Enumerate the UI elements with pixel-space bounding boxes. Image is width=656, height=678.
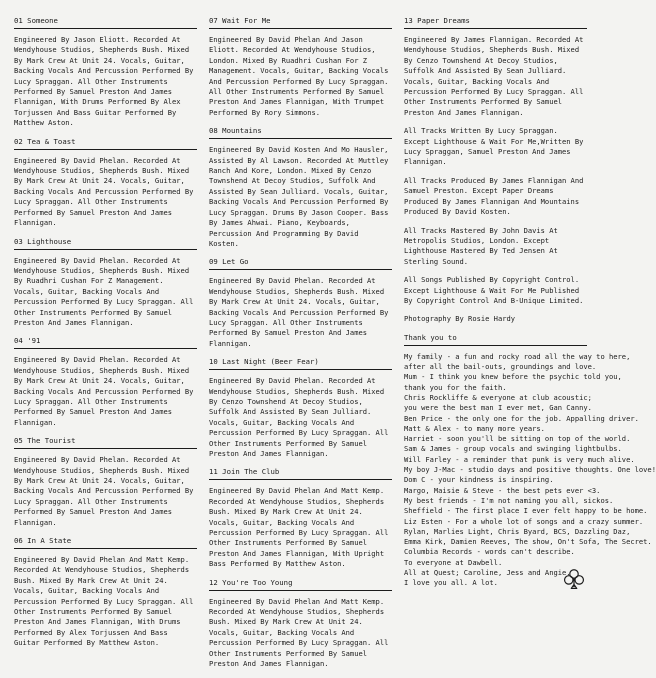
club-suit-icon: [563, 568, 585, 590]
track-credit-text: Engineered By David Phelan. Recorded At Wendyhouse Studios, Shepherds Bush. Mixed By Mark Crew At Unit 24. Vocals, Guitar, Backing Vocals And Percussion Performed By Lucy Spraggan. All Other Instruments Performed By Samuel Preston And James Flannigan.: [14, 355, 194, 427]
track-credit: [209, 257, 392, 349]
thanks-line: Harriet - soon you'll be sitting on top of the world.: [404, 434, 631, 444]
track-credit: [404, 16, 587, 118]
track-credit-text: Engineered By David Phelan And Matt Kemp. Recorded At Wendyhouse Studios, Shepherds Bush. Mixed By Mark Crew At Unit 24. Vocals, Guitar, Backing Vocals And Percussion Performed By Lucy Spraggan. All Other Instruments Performed By Samuel Preston And James Flannigan, With Drums Performed By Alex Torjussen And Bass Guitar Performed By Matthew Aston.: [14, 555, 194, 648]
track-credit: [14, 16, 197, 129]
thanks-line: Dom C - your kindness is inspiring.: [404, 475, 554, 485]
track-credit-text: Engineered By David Phelan. Recorded At Wendyhouse Studios, Shepherds Bush. Mixed By Cenzo Townshend At Decoy Studios, Suffolk And Assisted By Sean Julliard. Vocals, Guitar, Backing Vocals And Percussion Performed By Lucy Spraggan. All Other Instruments Performed By Samuel Preston And James Flannigan.: [209, 376, 389, 458]
thanks-line: My best friends - I'm not naming you all, sickos.: [404, 495, 614, 505]
track-title: 12 You're Too Young: [209, 578, 392, 591]
track-credit: [209, 357, 392, 459]
track-title: 06 In A State: [14, 536, 197, 549]
credits-column-2: [209, 16, 392, 678]
track-credit-text: Engineered By David Phelan And Jason Eliott. Recorded At Wendyhouse Studios, London. Mixed By Ruadhri Cushan For Z Management. Vocals, Guitar, Backing Vocals And Percussion Performed By Lucy Spraggan. All Other Instruments Performed By Samuel Preston And James Flannigan, With Trumpet Performed By Rory Simmons.: [209, 35, 389, 117]
track-credit: [14, 137, 197, 229]
thanks-line: you were the best man I ever met, Gan Canny.: [404, 403, 592, 413]
thanks-line: All at Quest; Caroline, Jess and Angie.: [404, 567, 571, 577]
track-credit-text: Engineered By David Phelan. Recorded At Wendyhouse Studios, Shepherds Bush. Mixed By Mark Crew At Unit 24. Vocals, Guitar, Backing Vocals And Percussion Performed By Lucy Spraggan. All Other Instruments Performed By Samuel Preston And James Flannigan.: [14, 155, 194, 228]
photography-credit: Photography By Rosie Hardy: [404, 314, 516, 324]
thanks-list: [404, 351, 656, 589]
track-credit-text: Engineered By David Kosten And Mo Hausler, Assisted By Al Lawson. Recorded At Muttley Ranch And Kore, London. Mixed By Cenzo Townshend At Decoy Studios, Suffolk And Assisted By Sean Julliard. Vocals, Guitar, Backing Vocals And Percussion Performed By Lucy Spraggan. Drums By Jason Cooper. Bass By James Ahwai. Piano, Keyboards, Percussion And Programming By David Kosten.: [209, 145, 389, 248]
track-credit-text: Engineered By Jason Eliott. Recorded At Wendyhouse Studios, Shepherds Bush. Mixed By Mark Crew At Unit 24. Vocals, Guitar, Backing Vocals And Percussion Performed By Lucy Spraggan. All Other Instruments Performed By Samuel Preston And James Flannigan, With Drums Performed By Alex Torjussen And Bass Guitar Performed By Matthew Aston.: [14, 35, 194, 128]
thanks-line: Matt & Alex - to many more years.: [404, 423, 545, 433]
thanks-line: Rylan, Marlies Light, Chris Byard, BCS, Dazzling Daz,: [404, 526, 631, 536]
track-title: 09 Let Go: [209, 257, 392, 270]
thanks-line: Columbia Records - words can't describe.: [404, 547, 575, 557]
publishing-credits: All Songs Published By Copyright Control. Except Lighthouse & Wait For Me Published By Copyright Control And B-Unique Limited.: [404, 275, 584, 305]
track-title: 04 '91: [14, 336, 197, 349]
thanks-line: Sheffield - The first place I ever felt happy to be home.: [404, 506, 648, 516]
track-credit-text: Engineered By David Phelan. Recorded At Wendyhouse Studios, Shepherds Bush. Mixed By Ruadhri Cushan For Z Management. Vocals, Guitar, Backing Vocals And Percussion Performed By Lucy Spraggan. All Other Instruments Performed By Samuel Preston And James Flannigan.: [14, 255, 194, 327]
track-credit-text: Engineered By David Phelan. Recorded At Wendyhouse Studios, Shepherds Bush. Mixed By Mark Crew At Unit 24. Vocals, Guitar, Backing Vocals And Percussion Performed By Lucy Spraggan. All Other Instruments Performed By Samuel Preston And James Flannigan.: [209, 276, 389, 348]
thanks-line: My family - a fun and rocky road all the way to here,: [404, 351, 631, 361]
thanks-line: Margo, Maisie & Steve - the best pets ever <3.: [404, 485, 601, 495]
track-title: 08 Mountains: [209, 126, 392, 139]
track-credit: [209, 16, 392, 118]
thanks-line: Liz Esten - For a whole lot of songs and a crazy summer.: [404, 516, 644, 526]
track-title: 01 Someone: [14, 16, 197, 29]
track-credit: [209, 578, 392, 670]
thanks-heading: Thank you to: [404, 333, 587, 346]
thanks-line: Chris Rockliffe & everyone at club acoustic;: [404, 392, 592, 402]
track-credit: [14, 237, 197, 329]
thanks-line: My boy J-Mac - studio days and positive thoughts. One love!: [404, 465, 656, 475]
track-title: 13 Paper Dreams: [404, 16, 587, 29]
track-title: 11 Join The Club: [209, 467, 392, 480]
thanks-line: after all the bail-outs, groundings and love.: [404, 362, 597, 372]
credits-column-3: [404, 16, 656, 589]
thanks-line: Mum - I think you knew before the psychic told you,: [404, 372, 622, 382]
track-title: 05 The Tourist: [14, 436, 197, 449]
thanks-line: Emma Kirk, Damien Reeves, The show, On't Sofa, The Secret.: [404, 537, 652, 547]
thanks-line: I love you all. A lot.: [404, 578, 498, 588]
track-title: 07 Wait For Me: [209, 16, 392, 29]
writing-credits: All Tracks Written By Lucy Spraggan. Except Lighthouse & Wait For Me,Written By Lucy Spraggan, Samuel Preston And James Flannigan.: [404, 126, 584, 167]
credits-column-1: [14, 16, 197, 657]
track-credit: [209, 467, 392, 569]
track-credit-text: Engineered By David Phelan And Matt Kemp. Recorded At Wendyhouse Studios, Shepherds Bush. Mixed By Mark Crew At Unit 24. Vocals, Guitar, Backing Vocals And Percussion Performed By Lucy Spraggan. All Other Instruments Performed By Samuel Preston And James Flannigan.: [209, 596, 389, 669]
thanks-line: thank you for the faith.: [404, 382, 507, 392]
track-credit-text: Engineered By David Phelan And Matt Kemp. Recorded At Wendyhouse Studios, Shepherds Bush. Mixed By Mark Crew At Unit 24. Vocals, Guitar, Backing Vocals And Percussion Performed By Lucy Spraggan. All Other Instruments Performed By Samuel Preston And James Flannigan, With Upright Bass Performed By Matthew Aston.: [209, 486, 389, 569]
track-credit-text: Engineered By James Flannigan. Recorded At Wendyhouse Studios, Shepherds Bush. Mixed By Cenzo Townshend At Decoy Studios, Suffolk And Assisted By Sean Julliard. Vocals, Guitar, Backing Vocals And Percussion Performed By Lucy Spraggan. All Other Instruments Performed By Samuel Preston And James Flannigan.: [404, 35, 584, 117]
track-credit: [14, 336, 197, 428]
thanks-line: Ben Price - the only one for the job. Appalling driver.: [404, 413, 639, 423]
thanks-line: Will Farley - a reminder that punk is very much alive.: [404, 454, 635, 464]
track-credit-text: Engineered By David Phelan. Recorded At Wendyhouse Studios, Shepherds Bush. Mixed By Mark Crew At Unit 24. Vocals, Guitar, Backing Vocals And Percussion Performed By Lucy Spraggan. All Other Instruments Performed By Samuel Preston And James Flannigan.: [14, 455, 194, 527]
thanks-line: Sam & James - group vocals and swinging lightbulbs.: [404, 444, 622, 454]
track-title: 03 Lighthouse: [14, 237, 197, 250]
production-credits: All Tracks Produced By James Flannigan And Samuel Preston. Except Paper Dreams Produced By James Flannigan And Mountains Produced By David Kosten.: [404, 175, 584, 217]
track-credit: [14, 436, 197, 528]
thanks-line: To everyone at Dawbell.: [404, 557, 503, 567]
track-title: 10 Last Night (Beer Fear): [209, 357, 392, 370]
track-credit: [209, 126, 392, 249]
track-title: 02 Tea & Toast: [14, 137, 197, 150]
track-credit: [14, 536, 197, 649]
mastering-credits: All Tracks Mastered By John Davis At Metropolis Studios, London. Except Lighthouse Mastered By Ted Jensen At Sterling Sound.: [404, 225, 558, 266]
